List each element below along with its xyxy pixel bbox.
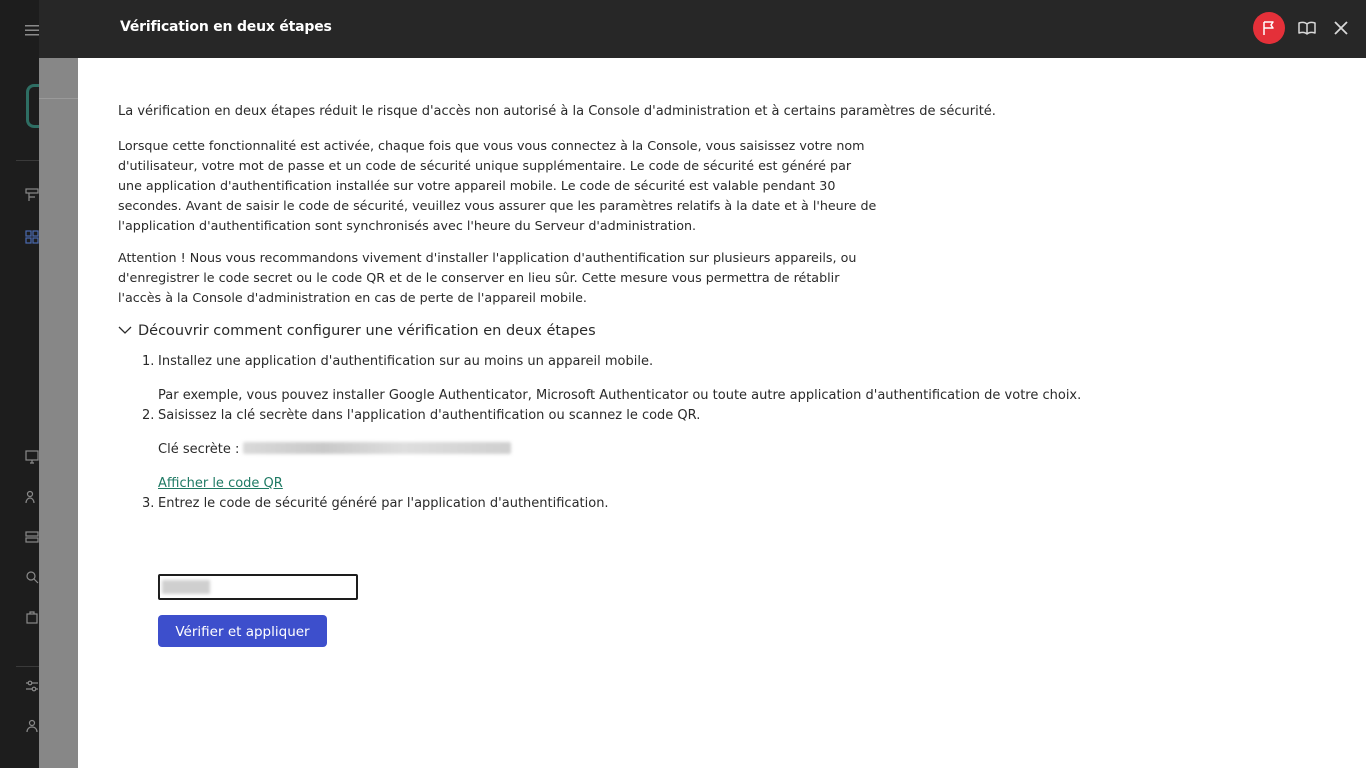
secret-key-value-redacted — [243, 442, 511, 454]
flag-button[interactable] — [1253, 12, 1285, 44]
background-navigation-rail — [0, 0, 40, 768]
verify-and-apply-button[interactable]: Vérifier et appliquer — [158, 615, 327, 647]
security-code-value-redacted — [162, 580, 210, 594]
step-number: 2. — [142, 408, 155, 423]
howto-toggle-label: Découvrir comment configurer une vérification en deux étapes — [138, 323, 596, 339]
howto-disclosure-toggle[interactable] — [118, 323, 596, 339]
flag-icon — [1261, 20, 1277, 36]
step-number: 3. — [142, 496, 155, 511]
background-content-overlay — [39, 58, 78, 768]
step-text: Entrez le code de sécurité généré par l'application d'authentification. — [158, 496, 609, 511]
intro-paragraph-3: Attention ! Nous vous recommandons vivement d'installer l'application d'authentification sur plusieurs appareils, ou d'enregistrer le code secret ou le code QR et de le conserver en lieu sûr. Cette mesure vous permettra de rétablir l'accès à la Console d'administration en cas de perte de l'appareil mobile. — [118, 250, 857, 305]
close-button[interactable] — [1331, 18, 1351, 38]
step-1-detail: Par exemple, vous pouvez installer Google Authenticator, Microsoft Authenticator ou toute autre application d'authentification de votre choix. — [158, 388, 1082, 403]
security-code-input[interactable] — [158, 574, 358, 600]
book-icon — [1297, 18, 1317, 38]
secret-key-row — [158, 442, 511, 457]
chevron-down-icon — [118, 323, 132, 337]
rail-divider — [16, 666, 40, 667]
dialog-body — [78, 58, 1366, 768]
step-1 — [142, 354, 654, 369]
intro-paragraph-2: Lorsque cette fonctionnalité est activée, chaque fois que vous vous connectez à la Console, vous saisissez votre nom d'utilisateur, votre mot de passe et un code de sécurité unique supplémentaire. Le code de sécurité est généré par une application d'authentification installée sur votre appareil mobile. Le code de sécurité est valable pendant 30 secondes. Avant de saisir le code de sécurité, veuillez vous assurer que les paramètres relatifs à la date et à l'heure de l'application d'authentification sont synchronisés avec l'heure du Serveur d'administration. — [118, 138, 877, 233]
step-2 — [142, 408, 701, 423]
step-3 — [142, 496, 609, 511]
step-number: 1. — [142, 354, 155, 369]
rail-divider — [16, 160, 40, 161]
step-text: Installez une application d'authentification sur au moins un appareil mobile. — [158, 354, 654, 369]
show-qr-code-link[interactable]: Afficher le code QR — [158, 476, 283, 491]
dialog-header — [39, 0, 1366, 58]
secret-key-label: Clé secrète : — [158, 442, 240, 457]
intro-paragraph-1: La vérification en deux étapes réduit le risque d'accès non autorisé à la Console d'administration et à certains paramètres de sécurité. — [118, 104, 996, 119]
dialog-title: Vérification en deux étapes — [120, 19, 332, 35]
app-logo-icon — [26, 84, 40, 128]
close-icon — [1331, 18, 1351, 38]
step-text: Saisissez la clé secrète dans l'application d'authentification ou scannez le code QR. — [158, 408, 701, 423]
help-button[interactable] — [1297, 18, 1317, 38]
